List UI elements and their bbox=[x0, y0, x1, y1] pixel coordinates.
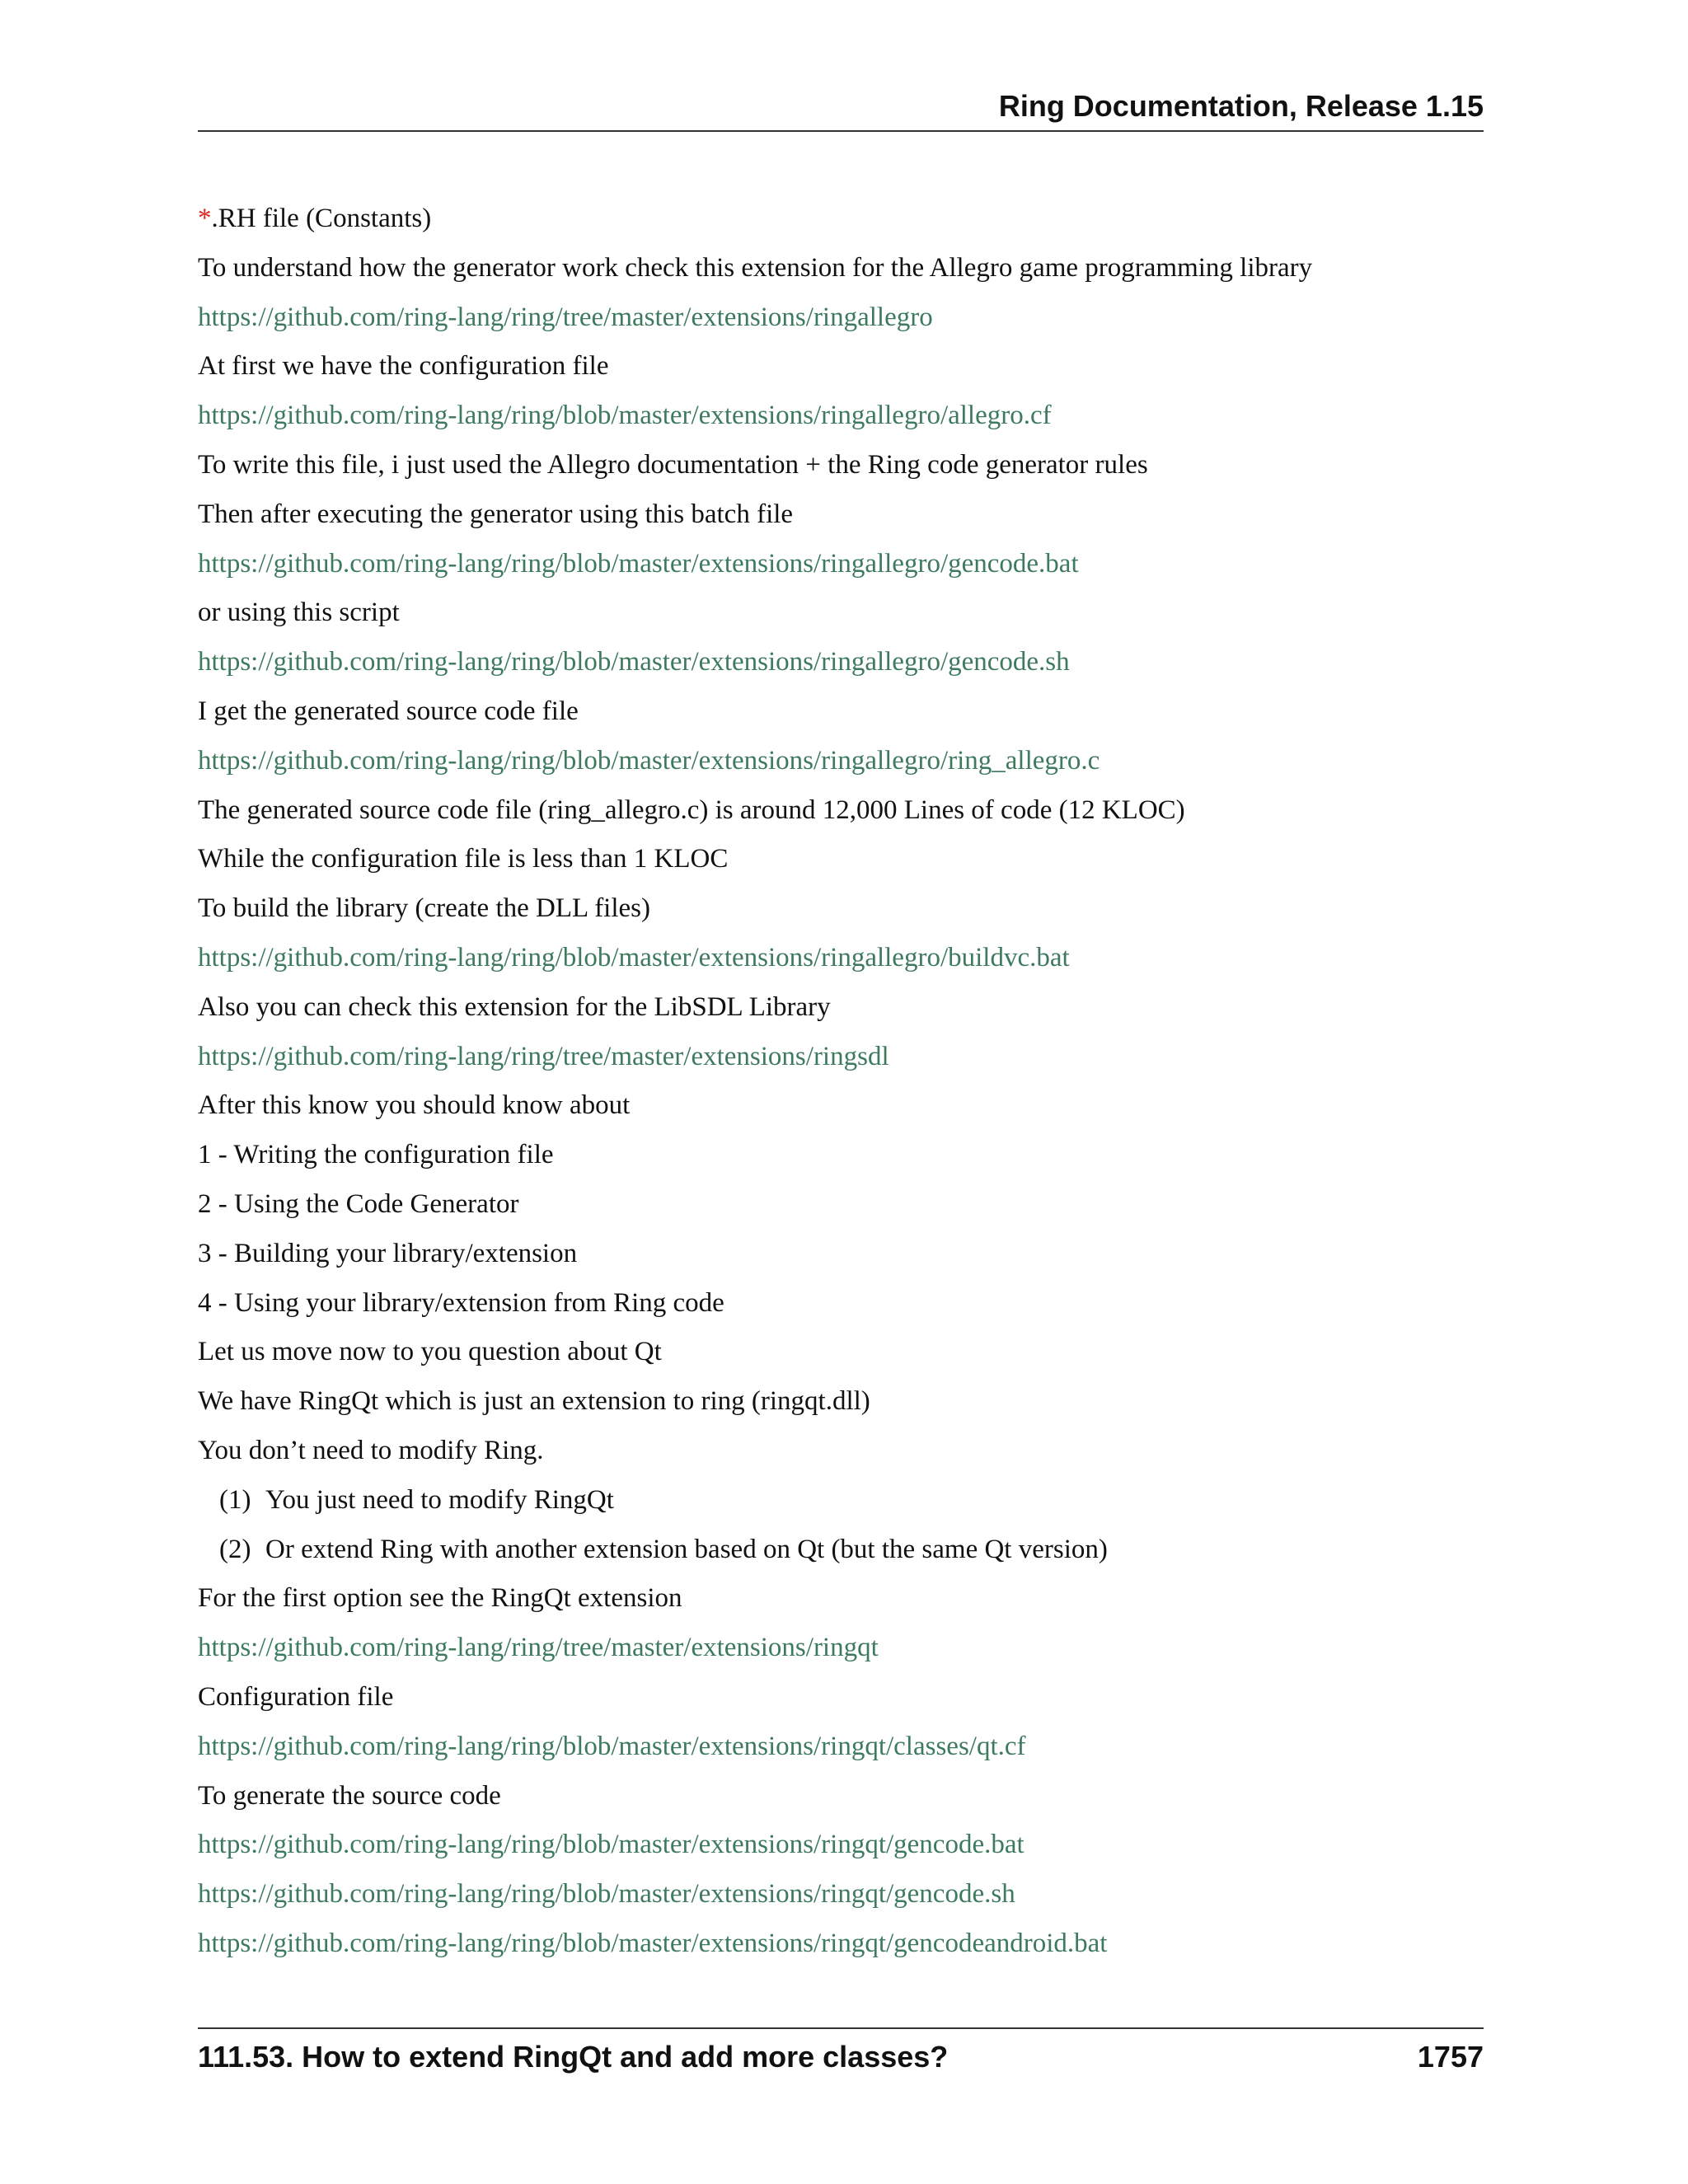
link-line bbox=[198, 638, 1484, 687]
paragraph: The generated source code file (ring_allegro.c) is around 12,000 Lines of code (12 KLOC) bbox=[198, 794, 1185, 825]
footer-section-title: 111.53. How to extend RingQt and add more classes? bbox=[198, 2040, 949, 2074]
enum-text: You just need to modify RingQt bbox=[265, 1484, 614, 1515]
paragraph: Configuration file bbox=[198, 1681, 394, 1712]
link-ringqt-gencodeandroid-bat[interactable]: https://github.com/ring-lang/ring/blob/master/extensions/ringqt/gencodeandroid.bat bbox=[198, 1928, 1108, 1958]
link-allegro-cf[interactable]: https://github.com/ring-lang/ring/blob/master/extensions/ringallegro/allegro.cf bbox=[198, 401, 1052, 431]
enum-number: (2) bbox=[219, 1534, 251, 1564]
enum-item bbox=[198, 1526, 1484, 1575]
link-buildvc-bat[interactable]: https://github.com/ring-lang/ring/blob/master/extensions/ringallegro/buildvc.bat bbox=[198, 942, 1070, 972]
paragraph: To understand how the generator work check this extension for the Allegro game programming library bbox=[198, 252, 1313, 283]
page-body bbox=[198, 194, 1484, 1969]
link-line bbox=[198, 1821, 1484, 1870]
paragraph: Let us move now to you question about Qt bbox=[198, 1337, 662, 1367]
page-number: 1757 bbox=[1417, 2040, 1484, 2074]
paragraph: or using this script bbox=[198, 598, 400, 628]
constants-line bbox=[198, 194, 1484, 244]
step-item: 4 - Using your library/extension from Ring code bbox=[198, 1287, 724, 1318]
page-header bbox=[198, 89, 1484, 132]
step-item: 3 - Building your library/extension bbox=[198, 1238, 578, 1268]
link-ringqt-gencode-bat[interactable]: https://github.com/ring-lang/ring/blob/master/extensions/ringqt/gencode.bat bbox=[198, 1830, 1025, 1860]
link-ringsdl[interactable]: https://github.com/ring-lang/ring/tree/master/extensions/ringsdl bbox=[198, 1041, 889, 1071]
link-allegro-gencode-sh[interactable]: https://github.com/ring-lang/ring/blob/master/extensions/ringallegro/gencode.sh bbox=[198, 647, 1070, 677]
asterisk-marker: * bbox=[198, 204, 212, 233]
header-title: Ring Documentation, Release 1.15 bbox=[998, 89, 1484, 123]
link-allegro-gencode-bat[interactable]: https://github.com/ring-lang/ring/blob/master/extensions/ringallegro/gencode.bat bbox=[198, 548, 1079, 579]
link-line bbox=[198, 391, 1484, 441]
link-line bbox=[198, 540, 1484, 589]
paragraph: Then after executing the generator using this batch file bbox=[198, 499, 794, 529]
enum-item bbox=[198, 1476, 1484, 1526]
constants-text: .RH file (Constants) bbox=[211, 204, 432, 233]
step-item: 1 - Writing the configuration file bbox=[198, 1140, 554, 1170]
paragraph: I get the generated source code file bbox=[198, 696, 579, 726]
link-line bbox=[198, 1624, 1484, 1673]
link-line bbox=[198, 934, 1484, 983]
link-ringallegro-tree[interactable]: https://github.com/ring-lang/ring/tree/master/extensions/ringallegro bbox=[198, 302, 933, 332]
enum-number: (1) bbox=[219, 1484, 251, 1515]
link-line bbox=[198, 1033, 1484, 1082]
link-line bbox=[198, 1919, 1484, 1969]
document-page bbox=[198, 0, 1484, 2184]
paragraph: To generate the source code bbox=[198, 1780, 501, 1811]
link-ringqt-gencode-sh[interactable]: https://github.com/ring-lang/ring/blob/master/extensions/ringqt/gencode.sh bbox=[198, 1879, 1015, 1910]
link-line bbox=[198, 1722, 1484, 1772]
link-qt-cf[interactable]: https://github.com/ring-lang/ring/blob/master/extensions/ringqt/classes/qt.cf bbox=[198, 1731, 1026, 1761]
link-line bbox=[198, 737, 1484, 786]
paragraph: To build the library (create the DLL files) bbox=[198, 893, 650, 924]
link-ring-allegro-c[interactable]: https://github.com/ring-lang/ring/blob/master/extensions/ringallegro/ring_allegro.c bbox=[198, 745, 1100, 776]
paragraph: We have RingQt which is just an extension to ring (ringqt.dll) bbox=[198, 1386, 870, 1417]
paragraph: You don’t need to modify Ring. bbox=[198, 1435, 544, 1465]
paragraph: To write this file, i just used the Allegro documentation + the Ring code generator rules bbox=[198, 449, 1148, 480]
paragraph: Also you can check this extension for the LibSDL Library bbox=[198, 991, 831, 1022]
page-footer bbox=[198, 2027, 1484, 2079]
paragraph: For the first option see the RingQt extension bbox=[198, 1583, 682, 1614]
step-item: 2 - Using the Code Generator bbox=[198, 1188, 519, 1219]
link-line bbox=[198, 1870, 1484, 1919]
link-ringqt-tree[interactable]: https://github.com/ring-lang/ring/tree/master/extensions/ringqt bbox=[198, 1633, 879, 1663]
paragraph: While the configuration file is less than 1 KLOC bbox=[198, 844, 729, 874]
paragraph: At first we have the configuration file bbox=[198, 351, 609, 382]
link-line bbox=[198, 293, 1484, 343]
enum-text: Or extend Ring with another extension based on Qt (but the same Qt version) bbox=[265, 1534, 1108, 1564]
paragraph: After this know you should know about bbox=[198, 1090, 631, 1121]
